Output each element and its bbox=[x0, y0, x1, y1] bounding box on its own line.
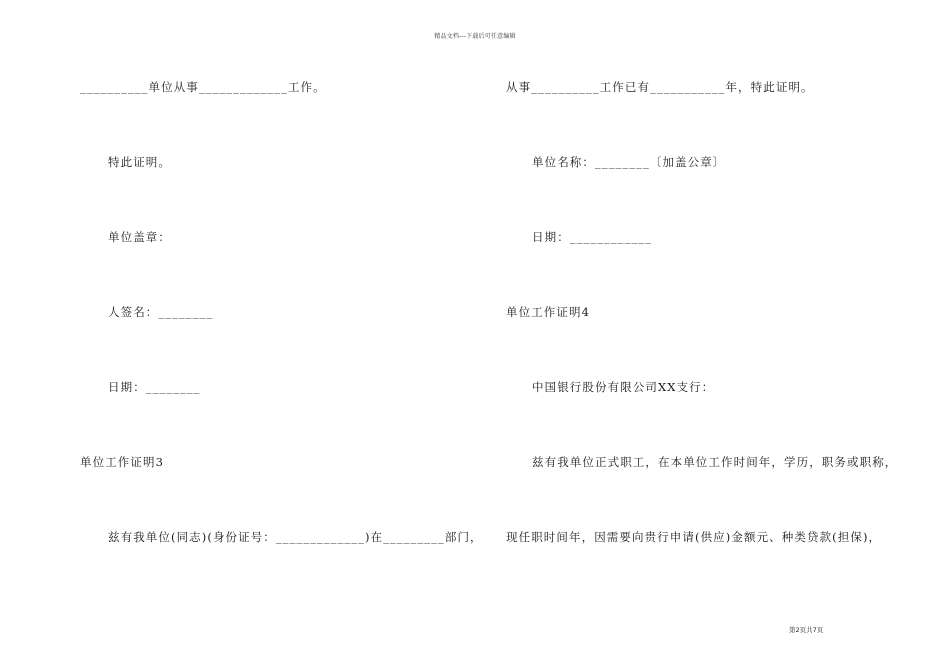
page-number: 第2页共7页 bbox=[789, 626, 824, 634]
section-title-3: 单位工作证明3 bbox=[80, 455, 165, 469]
left-line-2: 特此证明。 bbox=[108, 155, 171, 169]
left-line-7: 兹有我单位(同志)(身份证号：_____________)在_________部门， bbox=[108, 530, 483, 544]
left-line-3: 单位盖章： bbox=[108, 230, 171, 244]
right-line-6: 兹有我单位正式职工，在本单位工作时间年，学历，职务或职称， bbox=[532, 455, 898, 469]
section-title-4: 单位工作证明4 bbox=[506, 305, 591, 319]
left-line-1: __________单位从事_____________工作。 bbox=[80, 80, 326, 94]
left-line-5: 日期：________ bbox=[108, 380, 201, 394]
right-line-1: 从事__________工作已有___________年，特此证明。 bbox=[506, 80, 814, 94]
right-line-5: 中国银行股份有限公司XX支行： bbox=[532, 380, 715, 394]
right-line-3: 日期：____________ bbox=[532, 230, 652, 244]
right-line-2: 单位名称：________〔加盖公章〕 bbox=[532, 155, 726, 169]
right-line-7: 现任职时间年，因需要向贵行申请(供应)金额元、种类贷款(担保)， bbox=[506, 530, 882, 544]
document-header: 精品文档---下载后可任意编辑 bbox=[434, 33, 516, 40]
left-line-4: 人签名：________ bbox=[108, 305, 214, 319]
